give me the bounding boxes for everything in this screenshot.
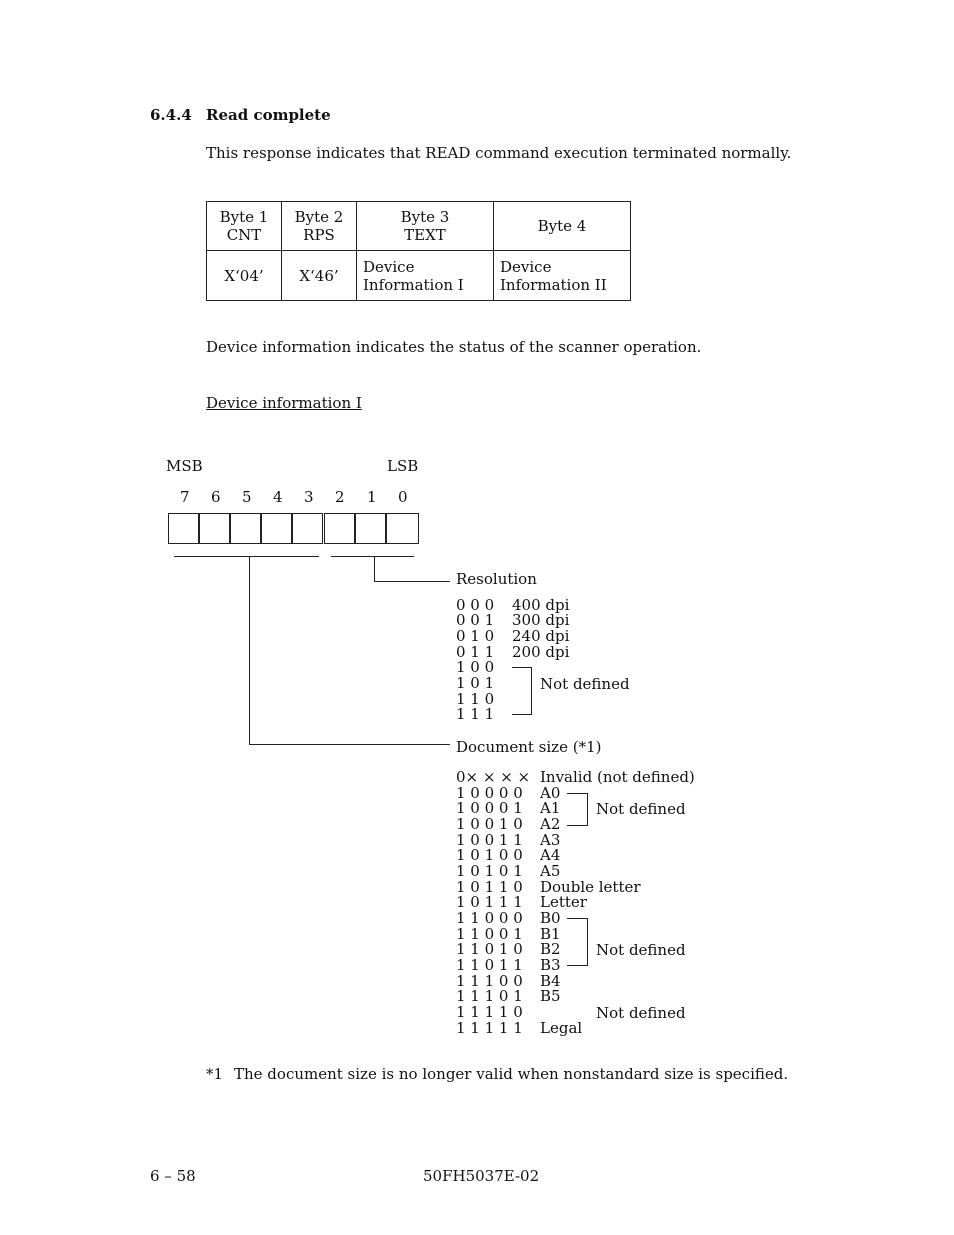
docsize-value: B2 — [540, 940, 561, 958]
value-byte4: Device Information II — [494, 251, 631, 301]
docsize-value: B0 — [540, 909, 561, 927]
bit-cell-4 — [261, 513, 292, 544]
b-series-bracket-side — [587, 918, 588, 965]
value-byte3: Device Information I — [357, 251, 494, 301]
resolution-code: 1 1 1 — [456, 705, 495, 723]
section-title: Read complete — [206, 106, 331, 124]
bit-cell-1 — [355, 513, 386, 544]
value-byte2: X‘46’ — [282, 251, 357, 301]
header-byte2: Byte 2 RPS — [282, 202, 357, 251]
bit-number: 0 — [398, 488, 408, 506]
lsb-label: LSB — [387, 457, 419, 475]
docsize-value: Invalid (not defined) — [540, 768, 695, 786]
docsize-connector-vertical — [249, 557, 250, 745]
docsize-code: 1 1 0 0 0 — [456, 909, 523, 927]
intro-text: This response indicates that READ command execution terminated normally. — [206, 144, 792, 162]
value-byte1: X‘04’ — [207, 251, 282, 301]
bit-number: 6 — [211, 488, 221, 506]
docsize-value: B3 — [540, 956, 561, 974]
resolution-value: 200 dpi — [512, 643, 570, 661]
bit-number: 5 — [242, 488, 252, 506]
docsize-code: 1 1 1 1 1 — [456, 1019, 523, 1037]
docsize-code: 1 0 1 1 0 — [456, 878, 523, 896]
docsize-code: 1 0 0 1 1 — [456, 831, 523, 849]
msb-label: MSB — [166, 457, 203, 475]
resolution-code: 0 0 1 — [456, 611, 495, 629]
bit-cell-2 — [324, 513, 355, 544]
a-series-not-defined: Not defined — [596, 800, 686, 818]
bit-cell-7 — [168, 513, 199, 544]
bits-7-3-bracket — [174, 556, 319, 557]
docsize-value: A2 — [540, 815, 561, 833]
b-series-bracket-bottom — [567, 965, 588, 966]
docsize-value: Double letter — [540, 878, 641, 896]
docsize-code: 1 1 0 1 1 — [456, 956, 523, 974]
header-byte3: Byte 3 TEXT — [357, 202, 494, 251]
docsize-value: A4 — [540, 846, 561, 864]
bit-number: 4 — [273, 488, 283, 506]
page-number: 6 – 58 — [150, 1167, 196, 1185]
resolution-connector-vertical — [374, 557, 375, 581]
docsize-value: A3 — [540, 831, 561, 849]
docsize-code: 1 0 0 0 1 — [456, 799, 523, 817]
resolution-code: 0 1 0 — [456, 627, 495, 645]
resolution-code: 0 1 1 — [456, 643, 495, 661]
document-id: 50FH5037E-02 — [423, 1167, 540, 1185]
response-byte-table — [206, 201, 631, 301]
bit-cell-6 — [199, 513, 230, 544]
docsize-connector-horizontal — [249, 744, 450, 745]
docsize-value: B5 — [540, 987, 561, 1005]
resolution-code: 1 0 1 — [456, 674, 495, 692]
docsize-code: 1 1 0 1 0 — [456, 940, 523, 958]
docsize-code: 1 0 1 1 1 — [456, 893, 523, 911]
bit-cell-5 — [230, 513, 261, 544]
resolution-bracket-side — [531, 667, 532, 714]
docsize-code: 1 1 1 1 0 — [456, 1003, 523, 1021]
resolution-connector-horizontal — [374, 581, 450, 582]
footnote-mark: *1 — [206, 1065, 224, 1083]
resolution-bracket-top — [512, 667, 531, 668]
docsize-value: A1 — [540, 799, 561, 817]
bit-cell-3 — [292, 513, 323, 544]
bit-number: 7 — [180, 488, 190, 506]
bit-cell-0 — [386, 513, 419, 544]
bit-number: 1 — [367, 488, 377, 506]
a-series-bracket-side — [587, 793, 588, 826]
docsize-code: 1 1 1 0 1 — [456, 987, 523, 1005]
a-series-bracket-bottom — [567, 825, 588, 826]
resolution-value: 240 dpi — [512, 627, 570, 645]
document-size-label: Document size (*1) — [456, 738, 602, 756]
docsize-code: 0× × × × — [456, 768, 531, 786]
docsize-code: 1 0 1 0 1 — [456, 862, 523, 880]
docsize-value: B4 — [540, 972, 561, 990]
bit-number: 2 — [335, 488, 345, 506]
docsize-code: 1 0 1 0 0 — [456, 846, 523, 864]
section-number: 6.4.4 — [150, 106, 192, 124]
code-11110-not-defined: Not defined — [596, 1004, 686, 1022]
header-byte4: Byte 4 — [494, 202, 631, 251]
b-series-bracket-top — [567, 918, 587, 919]
bits-2-0-bracket — [331, 556, 414, 557]
resolution-code: 1 0 0 — [456, 658, 495, 676]
docsize-value: Legal — [540, 1019, 583, 1037]
resolution-code: 1 1 0 — [456, 690, 495, 708]
docsize-code: 1 0 0 1 0 — [456, 815, 523, 833]
resolution-value: 400 dpi — [512, 596, 570, 614]
docsize-value: Letter — [540, 893, 587, 911]
resolution-code: 0 0 0 — [456, 596, 495, 614]
resolution-not-defined: Not defined — [540, 675, 630, 693]
subheading-device-information-1: Device information I — [206, 394, 362, 412]
bit-number: 3 — [304, 488, 314, 506]
docsize-value: A5 — [540, 862, 561, 880]
a-series-bracket-top — [567, 793, 587, 794]
device-info-text: Device information indicates the status of the scanner operation. — [206, 338, 702, 356]
docsize-code: 1 0 0 0 0 — [456, 784, 523, 802]
footnote-text: The document size is no longer valid when nonstandard size is specified. — [234, 1065, 789, 1083]
header-byte1: Byte 1 CNT — [207, 202, 282, 251]
docsize-value: B1 — [540, 925, 561, 943]
docsize-code: 1 1 1 0 0 — [456, 972, 523, 990]
docsize-value: A0 — [540, 784, 561, 802]
resolution-value: 300 dpi — [512, 611, 570, 629]
resolution-label: Resolution — [456, 570, 537, 588]
docsize-code: 1 1 0 0 1 — [456, 925, 523, 943]
resolution-bracket-bottom — [512, 714, 532, 715]
b-series-not-defined: Not defined — [596, 941, 686, 959]
